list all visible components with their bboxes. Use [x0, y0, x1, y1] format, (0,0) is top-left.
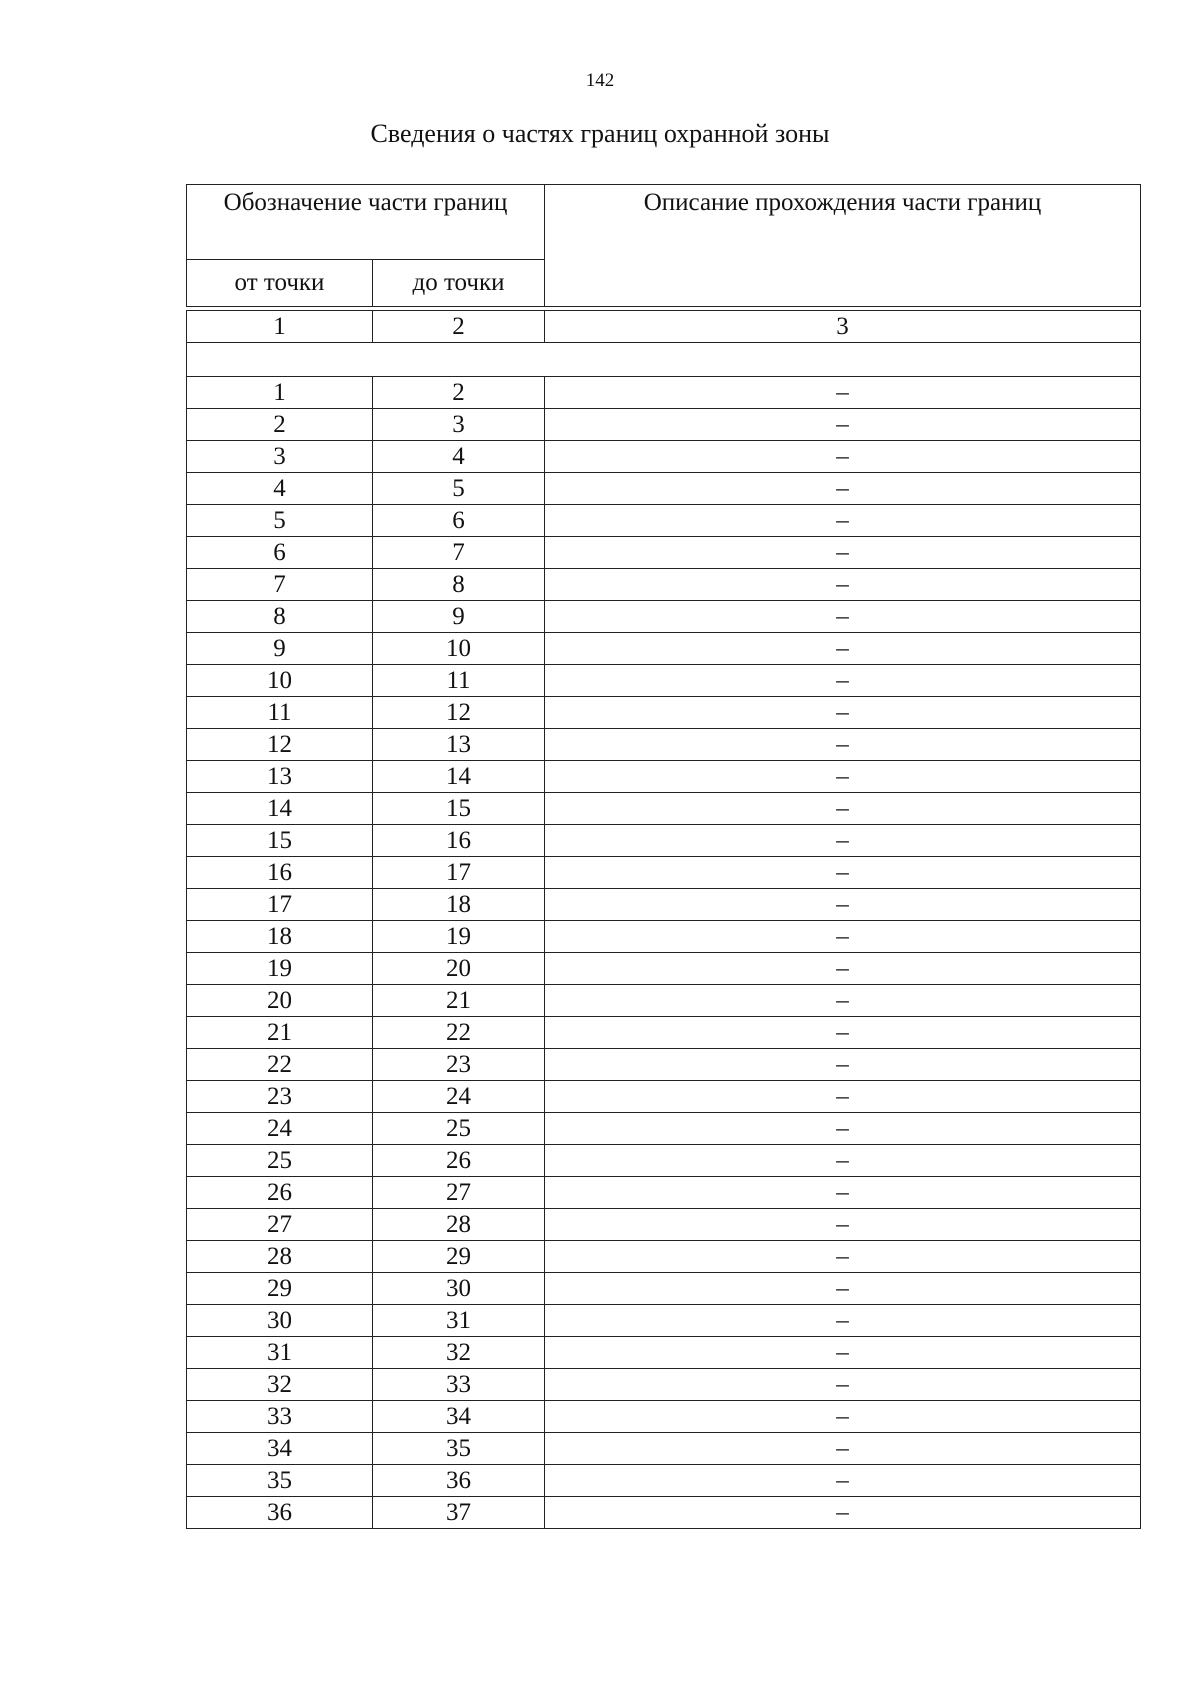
description-cell: – — [545, 377, 1141, 409]
table-row — [187, 1113, 1141, 1145]
description-cell: – — [545, 793, 1141, 825]
description-cell: – — [545, 825, 1141, 857]
to-point-cell: 5 — [373, 473, 545, 505]
from-point-cell: 26 — [187, 1177, 373, 1209]
to-point-cell: 9 — [373, 601, 545, 633]
description-cell: – — [545, 473, 1141, 505]
column-number: 1 — [187, 311, 373, 343]
column-number-row — [187, 311, 1141, 343]
table-row — [187, 985, 1141, 1017]
to-point-cell: 7 — [373, 537, 545, 569]
column-number: 2 — [373, 311, 545, 343]
to-point-header: до точки — [373, 260, 545, 307]
table-row — [187, 761, 1141, 793]
to-point-cell: 23 — [373, 1049, 545, 1081]
to-point-cell: 28 — [373, 1209, 545, 1241]
from-point-header: от точки — [187, 260, 373, 307]
table-row — [187, 1305, 1141, 1337]
table-row — [187, 569, 1141, 601]
table-row — [187, 729, 1141, 761]
description-cell: – — [545, 729, 1141, 761]
to-point-cell: 14 — [373, 761, 545, 793]
from-point-cell: 7 — [187, 569, 373, 601]
to-point-cell: 8 — [373, 569, 545, 601]
to-point-cell: 12 — [373, 697, 545, 729]
description-cell: – — [545, 1209, 1141, 1241]
from-point-cell: 17 — [187, 889, 373, 921]
description-cell: – — [545, 665, 1141, 697]
from-point-cell: 1 — [187, 377, 373, 409]
description-cell: – — [545, 1113, 1141, 1145]
to-point-cell: 37 — [373, 1497, 545, 1529]
from-point-cell: 19 — [187, 953, 373, 985]
description-cell: – — [545, 953, 1141, 985]
table-row — [187, 1049, 1141, 1081]
table-row — [187, 505, 1141, 537]
table-row — [187, 1017, 1141, 1049]
table-row — [187, 537, 1141, 569]
description-cell: – — [545, 633, 1141, 665]
from-point-cell: 36 — [187, 1497, 373, 1529]
from-point-cell: 16 — [187, 857, 373, 889]
from-point-cell: 11 — [187, 697, 373, 729]
table-row — [187, 377, 1141, 409]
to-point-cell: 18 — [373, 889, 545, 921]
to-point-cell: 36 — [373, 1465, 545, 1497]
from-point-cell: 22 — [187, 1049, 373, 1081]
from-point-cell: 35 — [187, 1465, 373, 1497]
description-header: Описание прохождения части границ — [545, 185, 1141, 307]
to-point-cell: 20 — [373, 953, 545, 985]
from-point-cell: 24 — [187, 1113, 373, 1145]
table-row — [187, 825, 1141, 857]
table-row — [187, 1241, 1141, 1273]
to-point-cell: 27 — [373, 1177, 545, 1209]
table-row — [187, 473, 1141, 505]
from-point-cell: 28 — [187, 1241, 373, 1273]
description-cell: – — [545, 889, 1141, 921]
from-point-cell: 13 — [187, 761, 373, 793]
from-point-cell: 34 — [187, 1433, 373, 1465]
to-point-cell: 26 — [373, 1145, 545, 1177]
from-point-cell: 23 — [187, 1081, 373, 1113]
table-row — [187, 1145, 1141, 1177]
table-row — [187, 793, 1141, 825]
from-point-cell: 2 — [187, 409, 373, 441]
table-row — [187, 889, 1141, 921]
blank-cell — [187, 343, 1141, 377]
from-point-cell: 10 — [187, 665, 373, 697]
to-point-cell: 4 — [373, 441, 545, 473]
description-cell: – — [545, 1465, 1141, 1497]
table-row — [187, 1081, 1141, 1113]
from-point-cell: 21 — [187, 1017, 373, 1049]
description-cell: – — [545, 1369, 1141, 1401]
to-point-cell: 2 — [373, 377, 545, 409]
description-cell: – — [545, 409, 1141, 441]
description-cell: – — [545, 921, 1141, 953]
table-row — [187, 1209, 1141, 1241]
page-title: Сведения о частях границ охранной зоны — [370, 119, 830, 148]
to-point-cell: 30 — [373, 1273, 545, 1305]
description-cell: – — [545, 857, 1141, 889]
description-cell: – — [545, 761, 1141, 793]
table-row — [187, 1369, 1141, 1401]
description-cell: – — [545, 697, 1141, 729]
from-point-cell: 30 — [187, 1305, 373, 1337]
description-cell: – — [545, 1145, 1141, 1177]
to-point-cell: 10 — [373, 633, 545, 665]
designation-header: Обозначение части границ — [187, 185, 545, 260]
to-point-cell: 24 — [373, 1081, 545, 1113]
table-row — [187, 601, 1141, 633]
table-row — [187, 953, 1141, 985]
to-point-cell: 17 — [373, 857, 545, 889]
to-point-cell: 11 — [373, 665, 545, 697]
to-point-cell: 22 — [373, 1017, 545, 1049]
to-point-cell: 34 — [373, 1401, 545, 1433]
from-point-cell: 6 — [187, 537, 373, 569]
blank-row — [187, 343, 1141, 377]
description-cell: – — [545, 1337, 1141, 1369]
description-cell: – — [545, 1177, 1141, 1209]
table-row — [187, 1497, 1141, 1529]
table-row — [187, 921, 1141, 953]
description-cell: – — [545, 1273, 1141, 1305]
to-point-cell: 19 — [373, 921, 545, 953]
table-row — [187, 857, 1141, 889]
to-point-cell: 33 — [373, 1369, 545, 1401]
table-header — [186, 184, 1141, 307]
from-point-cell: 25 — [187, 1145, 373, 1177]
to-point-cell: 13 — [373, 729, 545, 761]
from-point-cell: 31 — [187, 1337, 373, 1369]
to-point-cell: 15 — [373, 793, 545, 825]
to-point-cell: 31 — [373, 1305, 545, 1337]
description-cell: – — [545, 569, 1141, 601]
table-row — [187, 1433, 1141, 1465]
to-point-cell: 29 — [373, 1241, 545, 1273]
table-row — [187, 1177, 1141, 1209]
from-point-cell: 4 — [187, 473, 373, 505]
description-cell: – — [545, 441, 1141, 473]
description-cell: – — [545, 1401, 1141, 1433]
description-cell: – — [545, 1497, 1141, 1529]
from-point-cell: 33 — [187, 1401, 373, 1433]
table-row — [187, 665, 1141, 697]
table-row — [187, 409, 1141, 441]
description-cell: – — [545, 985, 1141, 1017]
from-point-cell: 32 — [187, 1369, 373, 1401]
description-cell: – — [545, 1305, 1141, 1337]
to-point-cell: 6 — [373, 505, 545, 537]
table-row — [187, 441, 1141, 473]
to-point-cell: 21 — [373, 985, 545, 1017]
table-row — [187, 1337, 1141, 1369]
description-cell: – — [545, 1241, 1141, 1273]
description-cell: – — [545, 505, 1141, 537]
from-point-cell: 3 — [187, 441, 373, 473]
to-point-cell: 32 — [373, 1337, 545, 1369]
from-point-cell: 8 — [187, 601, 373, 633]
from-point-cell: 12 — [187, 729, 373, 761]
description-cell: – — [545, 537, 1141, 569]
to-point-cell: 35 — [373, 1433, 545, 1465]
table-row — [187, 1273, 1141, 1305]
to-point-cell: 16 — [373, 825, 545, 857]
table-row — [187, 1465, 1141, 1497]
to-point-cell: 3 — [373, 409, 545, 441]
from-point-cell: 5 — [187, 505, 373, 537]
from-point-cell: 15 — [187, 825, 373, 857]
to-point-cell: 25 — [373, 1113, 545, 1145]
page-number: 142 — [585, 70, 615, 91]
from-point-cell: 18 — [187, 921, 373, 953]
from-point-cell: 14 — [187, 793, 373, 825]
from-point-cell: 29 — [187, 1273, 373, 1305]
from-point-cell: 20 — [187, 985, 373, 1017]
description-cell: – — [545, 601, 1141, 633]
table-body — [186, 310, 1141, 1529]
description-cell: – — [545, 1049, 1141, 1081]
column-number: 3 — [545, 311, 1141, 343]
description-cell: – — [545, 1433, 1141, 1465]
table-row — [187, 633, 1141, 665]
table-row — [187, 697, 1141, 729]
table-row — [187, 1401, 1141, 1433]
boundary-parts-table — [186, 184, 1140, 1529]
description-cell: – — [545, 1017, 1141, 1049]
from-point-cell: 27 — [187, 1209, 373, 1241]
from-point-cell: 9 — [187, 633, 373, 665]
description-cell: – — [545, 1081, 1141, 1113]
